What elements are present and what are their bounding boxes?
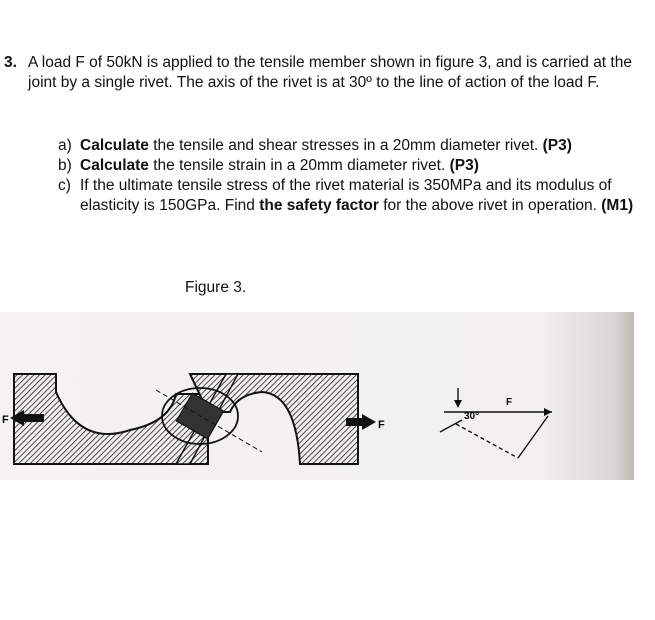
plain-text: the tensile and shear stresses in a 20mm diameter rivet. bbox=[148, 137, 543, 154]
question-number: 3. bbox=[4, 54, 17, 71]
sub-question-text bbox=[80, 156, 648, 176]
right-force-label: F bbox=[378, 419, 385, 431]
figure-caption: Figure 3. bbox=[185, 279, 247, 296]
plain-text: If the ultimate tensile stress of the rivet material is 350MPa and its modulus of elasticity is 150GPa. Find bbox=[80, 177, 612, 214]
sub-question-b bbox=[58, 156, 648, 176]
sub-question-letter: a) bbox=[58, 137, 72, 154]
sub-question-list bbox=[58, 136, 648, 216]
bold-text: the safety factor bbox=[259, 197, 379, 214]
plain-text: the tensile strain in a 20mm diameter rivet. bbox=[148, 157, 450, 174]
sub-question-c bbox=[58, 176, 648, 216]
mark-code: (M1) bbox=[601, 197, 634, 214]
bold-text: Calculate bbox=[80, 137, 149, 154]
mark-code: (P3) bbox=[542, 137, 572, 154]
left-force-label: F bbox=[2, 414, 9, 426]
angle-label: 30° bbox=[464, 411, 480, 422]
bold-text: Calculate bbox=[80, 157, 149, 174]
sub-question-text bbox=[80, 176, 648, 216]
question-3 bbox=[4, 53, 644, 93]
mark-code: (P3) bbox=[449, 157, 479, 174]
question-text: A load F of 50kN is applied to the tensile member shown in figure 3, and is carried at the joint by a single rivet. The axis of the rivet is at 30º to the line of action of the load F. bbox=[28, 54, 632, 91]
plain-text: for the above rivet in operation. bbox=[378, 197, 602, 214]
sub-question-letter: b) bbox=[58, 157, 72, 174]
figure-3-diagram bbox=[0, 312, 634, 480]
sub-question-text bbox=[80, 136, 648, 156]
triangle-force-label: F bbox=[506, 397, 513, 408]
sub-question-letter: c) bbox=[58, 177, 71, 194]
sub-question-a bbox=[58, 136, 648, 156]
